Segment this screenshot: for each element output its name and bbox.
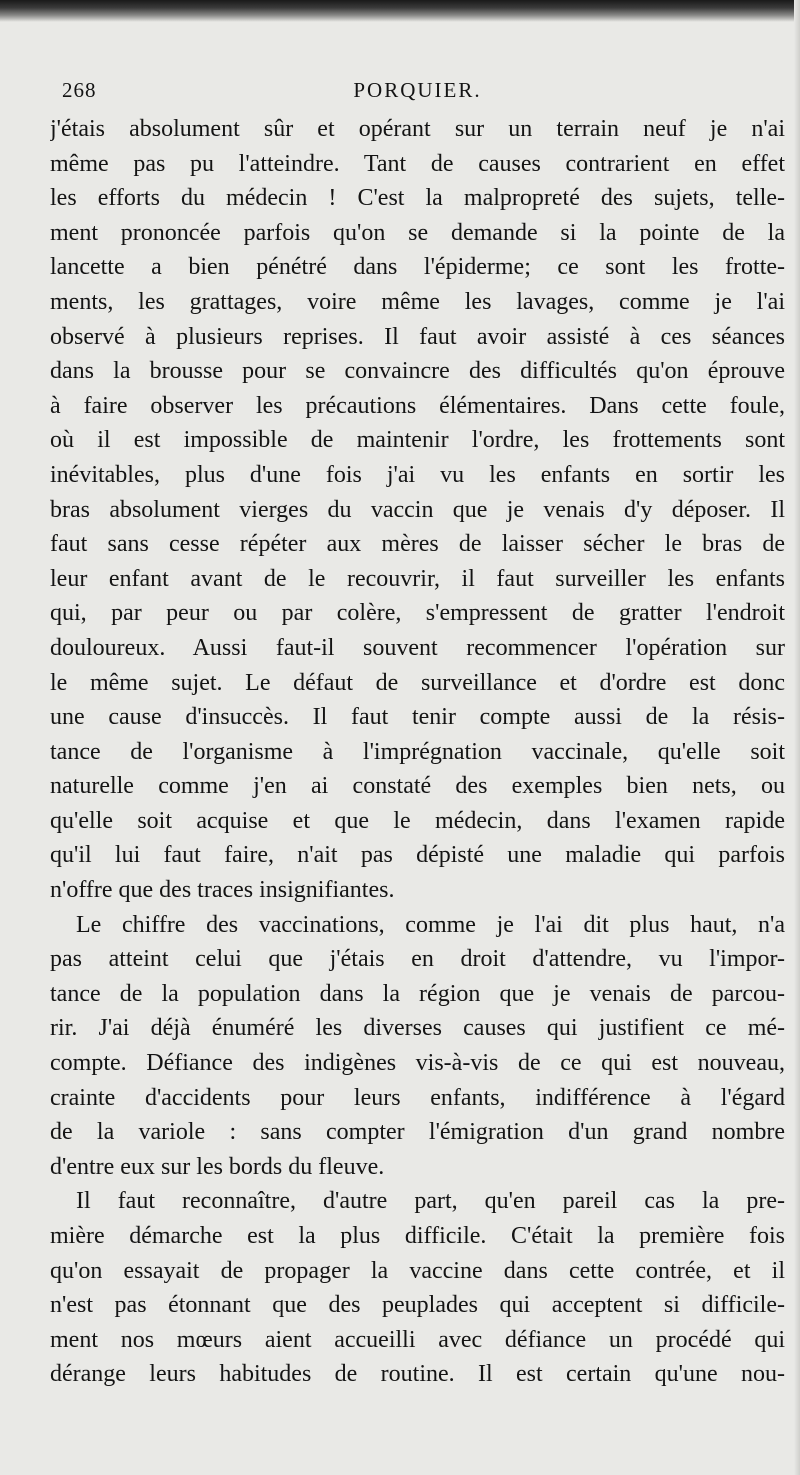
text-line: leur enfant avant de le recouvrir, il faut surveiller les enfants	[50, 565, 785, 592]
running-head	[50, 78, 785, 112]
text-line: qu'elle soit acquise et que le médecin, dans l'examen rapide	[50, 807, 785, 834]
text-line: rir. J'ai déjà énuméré les diverses causes qui justifient ce mé-	[50, 1015, 785, 1042]
page-number: 268	[62, 78, 97, 102]
text-line: ments, les grattages, voire même les lavages, comme je l'ai	[50, 288, 785, 315]
text-line: pas atteint celui que j'étais en droit d'attendre, vu l'impor-	[50, 946, 785, 973]
paragraph	[50, 112, 785, 908]
text-line: les efforts du médecin ! C'est la malpropreté des sujets, telle-	[50, 185, 785, 212]
text-line: n'est pas étonnant que des peuplades qui acceptent si difficile-	[50, 1292, 785, 1319]
text-line: j'étais absolument sûr et opérant sur un terrain neuf je n'ai	[50, 116, 785, 142]
text-line: à faire observer les précautions élémentaires. Dans cette foule,	[50, 392, 785, 419]
body-text	[50, 112, 785, 1392]
text-line: Il faut reconnaître, d'autre part, qu'en pareil cas la pre-	[76, 1188, 785, 1215]
text-line: le même sujet. Le défaut de surveillance et d'ordre est donc	[50, 669, 785, 696]
text-line: Le chiffre des vaccinations, comme je l'ai dit plus haut, n'a	[76, 911, 785, 938]
text-line: dérange leurs habitudes de routine. Il est certain qu'une nou-	[50, 1361, 785, 1388]
text-line: observé à plusieurs reprises. Il faut avoir assisté à ces séances	[50, 323, 785, 350]
text-line: mière démarche est la plus difficile. C'était la première fois	[50, 1223, 785, 1249]
text-line: qu'il lui faut faire, n'ait pas dépisté une maladie qui parfois	[50, 842, 785, 869]
text-line: lancette a bien pénétré dans l'épiderme; ce sont les frotte-	[50, 254, 785, 281]
text-line: même pas pu l'atteindre. Tant de causes contrarient en effet	[50, 150, 785, 177]
text-line: bras absolument vierges du vaccin que je venais d'y déposer. Il	[50, 496, 785, 523]
text-line: une cause d'insuccès. Il faut tenir compte aussi de la résis-	[50, 704, 785, 731]
paragraph	[50, 908, 785, 1185]
text-line: n'offre que des traces insignifiantes.	[50, 877, 395, 904]
text-line: naturelle comme j'en ai constaté des exemples bien nets, ou	[50, 773, 785, 800]
text-line: compte. Défiance des indigènes vis-à-vis de ce qui est nouveau,	[50, 1050, 785, 1077]
paragraph	[50, 1184, 785, 1392]
book-page	[50, 78, 785, 1392]
text-line: dans la brousse pour se convaincre des difficultés qu'on éprouve	[50, 358, 785, 385]
text-line: tance de la population dans la région que je venais de parcou-	[50, 980, 785, 1007]
text-line: qui, par peur ou par colère, s'empressent de gratter l'endroit	[50, 600, 785, 627]
text-line: de la variole : sans compter l'émigration d'un grand nombre	[50, 1119, 785, 1146]
text-line: ment nos mœurs aient accueilli avec défiance un procédé qui	[50, 1326, 785, 1353]
text-line: crainte d'accidents pour leurs enfants, indifférence à l'égard	[50, 1084, 785, 1111]
text-line: qu'on essayait de propager la vaccine dans cette contrée, et il	[50, 1257, 785, 1284]
text-line: où il est impossible de maintenir l'ordre, les frottements sont	[50, 427, 785, 454]
scan-top-edge	[0, 0, 800, 22]
text-line: douloureux. Aussi faut-il souvent recommencer l'opération sur	[50, 634, 785, 661]
text-line: tance de l'organisme à l'imprégnation vaccinale, qu'elle soit	[50, 738, 785, 765]
text-line: ment prononcée parfois qu'on se demande si la pointe de la	[50, 219, 785, 246]
text-line: faut sans cesse répéter aux mères de laisser sécher le bras de	[50, 531, 785, 558]
text-line: inévitables, plus d'une fois j'ai vu les enfants en sortir les	[50, 461, 785, 488]
text-line: d'entre eux sur les bords du fleuve.	[50, 1153, 385, 1180]
page-header-title: PORQUIER.	[353, 78, 482, 102]
scan-right-edge	[794, 0, 800, 1475]
